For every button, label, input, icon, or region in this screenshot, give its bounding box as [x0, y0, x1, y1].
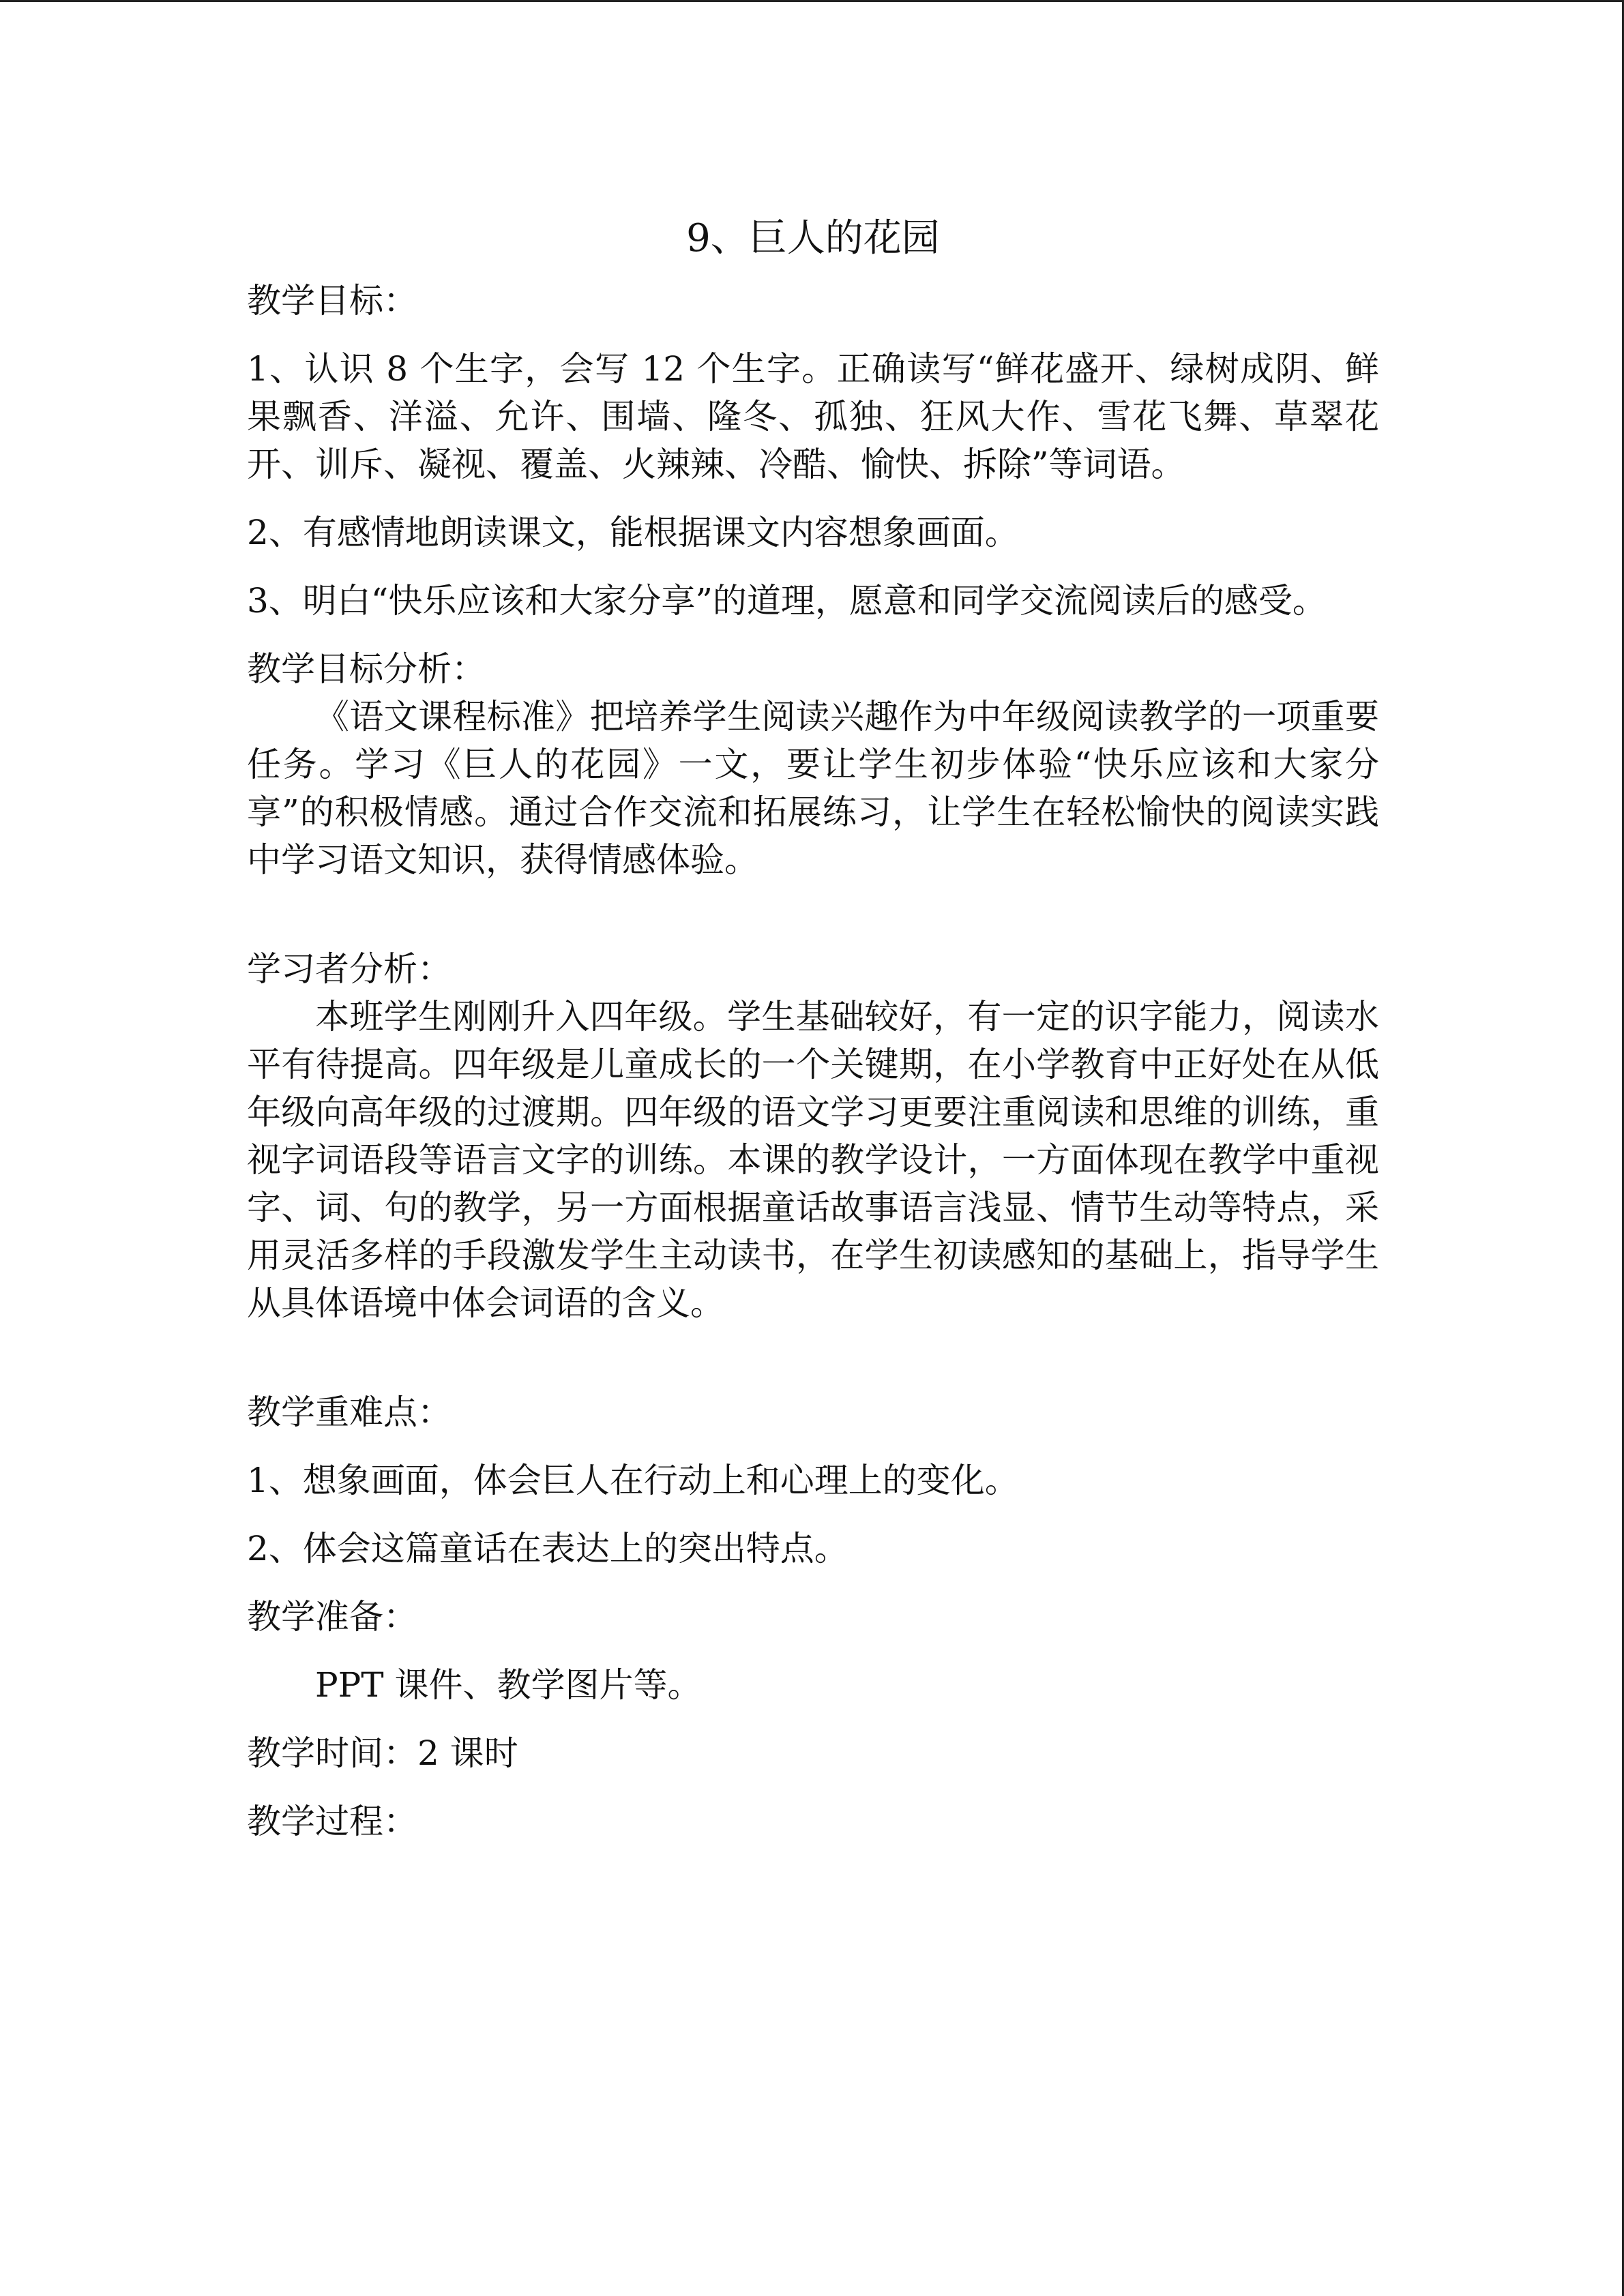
learner-analysis-heading: 学习者分析： [247, 949, 452, 989]
key-point-item: 1、想象画面，体会巨人在行动上和心理上的变化。 [247, 1461, 1019, 1500]
objective-analysis-heading: 教学目标分析： [247, 649, 486, 689]
key-point-item: 2、体会这篇童话在表达上的突出特点。 [247, 1529, 848, 1568]
objective-item: 2、有感情地朗读课文，能根据课文内容想象画面。 [247, 513, 1019, 552]
key-points-heading: 教学重难点： [247, 1392, 452, 1432]
document-body [247, 211, 1379, 1866]
objectives-heading: 教学目标： [247, 281, 417, 320]
document-title: 9、巨人的花园 [686, 216, 940, 260]
preparation-heading: 教学准备： [247, 1597, 417, 1637]
objective-item: 1、认识 8 个生字，会写 12 个生字。正确读写“鲜花盛开、绿树成阴、鲜果飘香、洋溢、允许、围墙、隆冬、孤独、狂风大作、雪花飞舞、草翠花开、训斥、凝视、覆盖、火辣辣、冷酷、愉快、拆除”等词语。 [247, 349, 1379, 484]
preparation-text: PPT 课件、教学图片等。 [315, 1665, 702, 1705]
objective-item: 3、明白“快乐应该和大家分享”的道理，愿意和同学交流阅读后的感受。 [247, 581, 1327, 621]
objective-analysis-paragraph: 《语文课程标准》把培养学生阅读兴趣作为中年级阅读教学的一项重要任务。学习《巨人的花园》一文，要让学生初步体验“快乐应该和大家分享”的积极情感。通过合作交流和拓展练习，让学生在轻松愉快的阅读实践中学习语文知识，获得情感体验。 [247, 697, 1379, 880]
learner-analysis-paragraph: 本班学生刚刚升入四年级。学生基础较好，有一定的识字能力，阅读水平有待提高。四年级是儿童成长的一个关键期，在小学教育中正好处在从低年级向高年级的过渡期。四年级的语文学习更要注重阅读和思维的训练，重视字词语段等语言文字的训练。本课的教学设计，一方面体现在教学中重视字、词、句的教学，另一方面根据童话故事语言浅显、情节生动等特点，采用灵活多样的手段激发学生主动读书，在学生初读感知的基础上，指导学生从具体语境中体会词语的含义。 [247, 997, 1379, 1323]
teaching-time: 教学时间：2 课时 [247, 1733, 518, 1773]
process-heading: 教学过程： [247, 1802, 417, 1841]
